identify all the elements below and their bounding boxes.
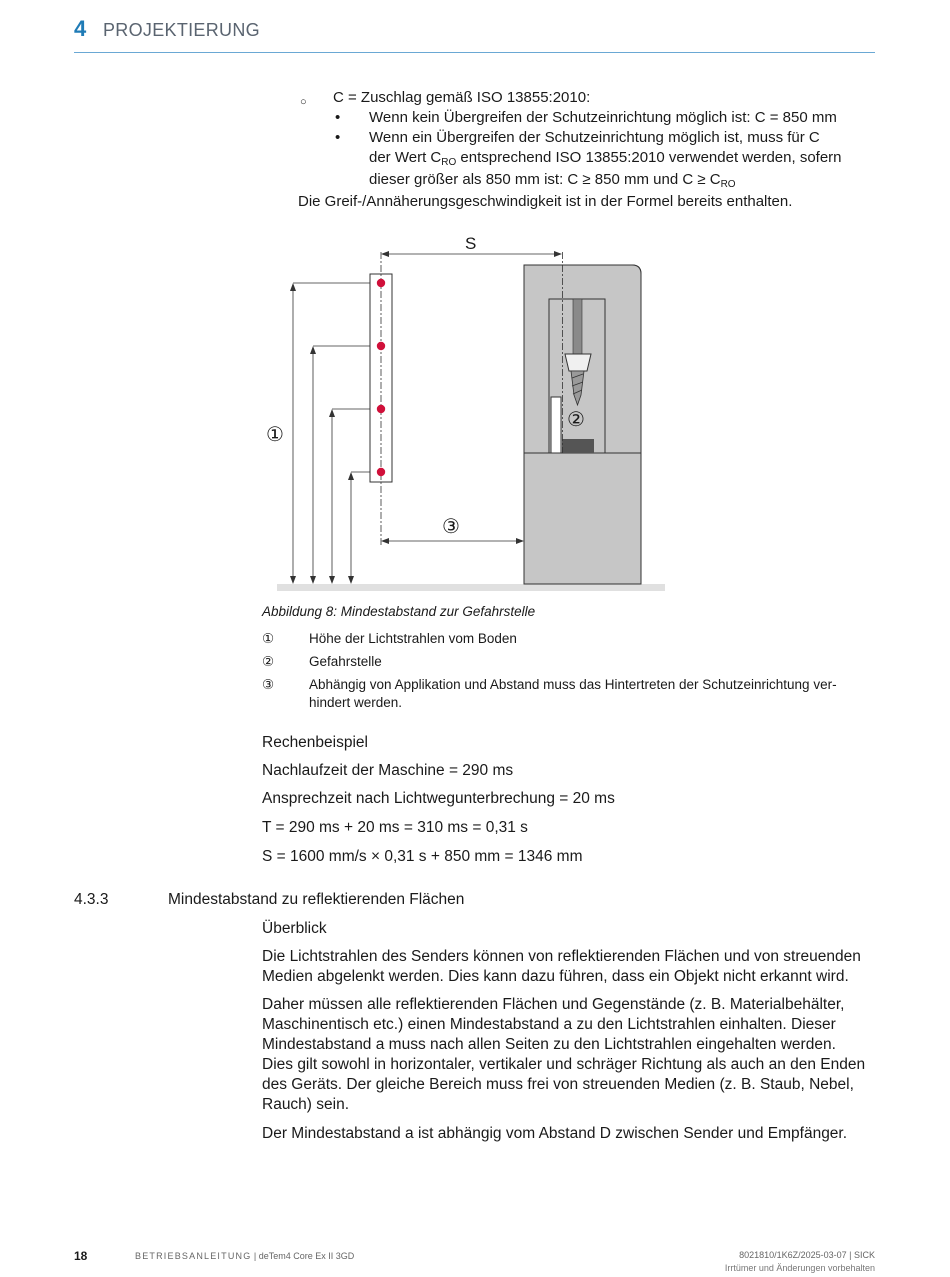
marker-2: ② [567,407,585,431]
bullet-reach-line2: der Wert $C_{RO}$ entsprechend ISO 13855:2010 verwendet werden, sofern [369,149,842,168]
safety-distance-diagram [0,0,950,610]
paragraph-line: Maschinentisch etc.) einen Mindestabstand a zu den Lichtstrahlen einhalten. Dieser [262,1016,836,1033]
workpiece [562,439,594,453]
beam-dot [377,342,385,350]
paragraph-line: Der Mindestabstand a ist abhängig vom Abstand D zwischen Sender und Empfänger. [262,1125,848,1142]
legend-number: ③ [262,677,275,693]
paragraph-line: Dies gilt sowohl in horizontaler, vertikaler und schräger Richtung als auch an den Enden [262,1056,866,1073]
example-line: Ansprechzeit nach Lichtwegunterbrechung = 20 ms [262,790,615,807]
section-title: Mindestabstand zu reflektierenden Flächen [168,891,465,908]
beam-dot [377,279,385,287]
footer-product: | deTem4 Core Ex II 3GD [251,1251,355,1261]
example-line: S = 1600 mm/s × 0,31 s + 850 mm = 1346 mm [262,848,583,865]
footer-doc-type: BETRIEBSANLEITUNG [135,1251,252,1261]
chapter-title: PROJEKTIERUNG [103,20,260,40]
footer-note: Irrtümer und Änderungen vorbehalten [724,1263,875,1273]
footer-doc-info [135,1251,354,1261]
beam-dot [377,405,385,413]
paragraph-line: des Geräts. Der gleiche Bereich muss frei von streuenden Medien (z. B. Staub, Nebel, [262,1076,854,1093]
beam-dot [377,468,385,476]
legend-number: ② [262,654,275,670]
machine-base [524,453,641,584]
floor [277,584,665,591]
bullet-dot-icon: • [335,129,341,146]
chapter-number: 4 [74,16,87,41]
paragraph-line: Medien abgelenkt werden. Dies kann dazu führen, dass ein Objekt nicht erkannt wird. [262,968,849,985]
legend-text: hindert werden. [309,695,403,710]
section-number: 4.3.3 [74,891,109,908]
paragraph-line: Die Lichtstrahlen des Senders können von reflektierenden Flächen und von streuenden [262,948,861,965]
label-s: S [465,234,477,253]
drill-chuck [565,354,591,371]
paragraph-line: Rauch) sein. [262,1096,350,1113]
bullet-reach-line1: Wenn ein Übergreifen der Schutzeinrichtung möglich ist, muss für C [369,129,820,146]
marker-3: ③ [442,514,460,538]
example-line: Nachlaufzeit der Maschine = 290 ms [262,762,514,779]
paragraph-line: Mindestabstand a muss nach allen Seiten zu den Lichtstrahlen eingehalten werden. [262,1036,836,1053]
drill-spindle [573,299,582,354]
example-line: T = 290 ms + 20 ms = 310 ms = 0,31 s [262,819,528,836]
bullet-reach-line3: dieser größer als 850 mm ist: C ≥ 850 mm und $C \ge C_{RO}$ [369,171,736,190]
speed-note: Die Greif-/Annäherungsgeschwindigkeit ist in der Formel bereits enthalten. [298,193,793,210]
example-heading: Rechenbeispiel [262,734,368,751]
legend-text: Höhe der Lichtstrahlen vom Boden [309,631,517,646]
bullet-dot-icon: • [335,109,341,126]
bullet-c-definition: C = Zuschlag gemäß ISO 13855:2010: [333,89,591,106]
paragraph-line: Daher müssen alle reflektierenden Flächen und Gegenstände (z. B. Materialbehälter, [262,996,845,1013]
legend-number: ① [262,631,275,647]
legend-text: Gefahrstelle [309,654,382,669]
footer-ref: 8021810/1K6Z/2025-03-07 | SICK [739,1250,875,1260]
figure-caption: Abbildung 8: Mindestabstand zur Gefahrstelle [262,604,536,619]
bullet-no-reach: Wenn kein Übergreifen der Schutzeinrichtung möglich ist: C = 850 mm [369,109,837,126]
marker-1: ① [266,422,284,446]
section-subheading: Überblick [262,920,327,937]
bullet-circle-icon: ○ [300,96,307,108]
legend-text: Abhängig von Applikation und Abstand muss das Hintertreten der Schutzeinrichtung ver- [309,677,837,692]
page-number: 18 [74,1249,88,1263]
